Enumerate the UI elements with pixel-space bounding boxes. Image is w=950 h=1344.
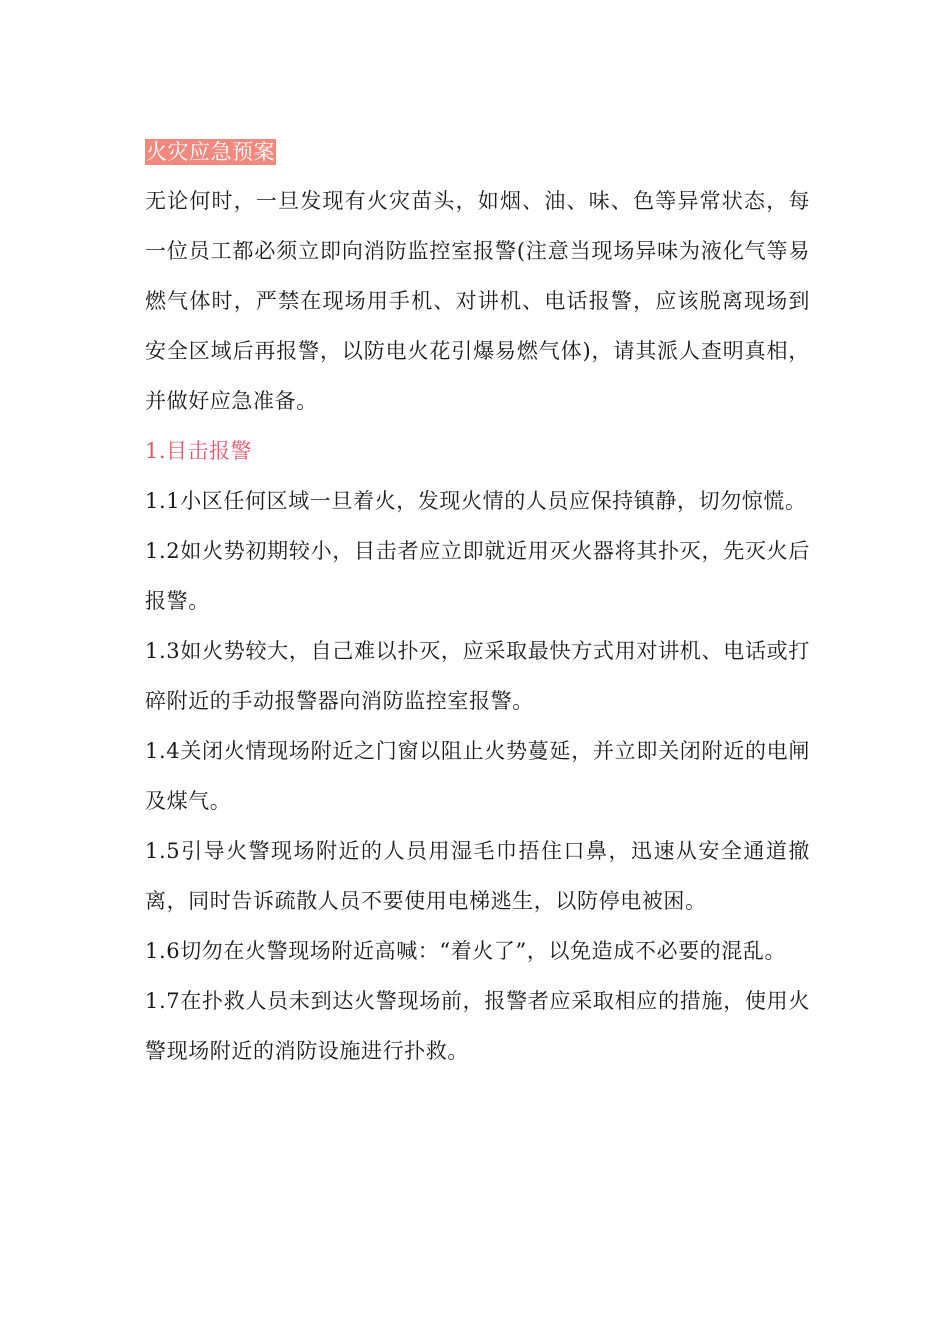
list-item-1-2: 1.2如火势初期较小，目击者应立即就近用灭火器将其扑灭，先灭火后报警。 bbox=[145, 539, 810, 613]
document-title: 火灾应急预案 bbox=[146, 139, 275, 164]
list-item-1-4: 1.4关闭火情现场附近之门窗以阻止火势蔓延，并立即关闭附近的电闸及煤气。 bbox=[145, 739, 810, 813]
list-item-1-1: 1.1小区任何区域一旦着火，发现火情的人员应保持镇静，切勿惊慌。 bbox=[145, 489, 807, 513]
list-item-1-3: 1.3如火势较大，自己难以扑灭，应采取最快方式用对讲机、电话或打碎附近的手动报警器向消防监控室报警。 bbox=[145, 639, 810, 713]
list-item-1-6: 1.6切勿在火警现场附近高喊：“着火了”，以免造成不必要的混乱。 bbox=[145, 939, 787, 963]
section-heading: 1.目击报警 bbox=[145, 439, 253, 463]
title-row bbox=[145, 126, 810, 176]
intro-paragraph: 无论何时，一旦发现有火灾苗头，如烟、油、味、色等异常状态，每一位员工都必须立即向消防监控室报警(注意当现场异味为液化气等易燃气体时，严禁在现场用手机、对讲机、电话报警，应该脱离现场到安全区域后再报警，以防电火花引爆易燃气体)，请其派人查明真相，并做好应急准备。 bbox=[145, 189, 810, 413]
document-page bbox=[145, 126, 810, 1076]
list-item-1-7: 1.7在扑救人员未到达火警现场前，报警者应采取相应的措施，使用火警现场附近的消防设施进行扑救。 bbox=[145, 989, 810, 1063]
list-item-1-5: 1.5引导火警现场附近的人员用湿毛巾捂住口鼻，迅速从安全通道撤离，同时告诉疏散人员不要使用电梯逃生，以防停电被困。 bbox=[145, 839, 810, 913]
